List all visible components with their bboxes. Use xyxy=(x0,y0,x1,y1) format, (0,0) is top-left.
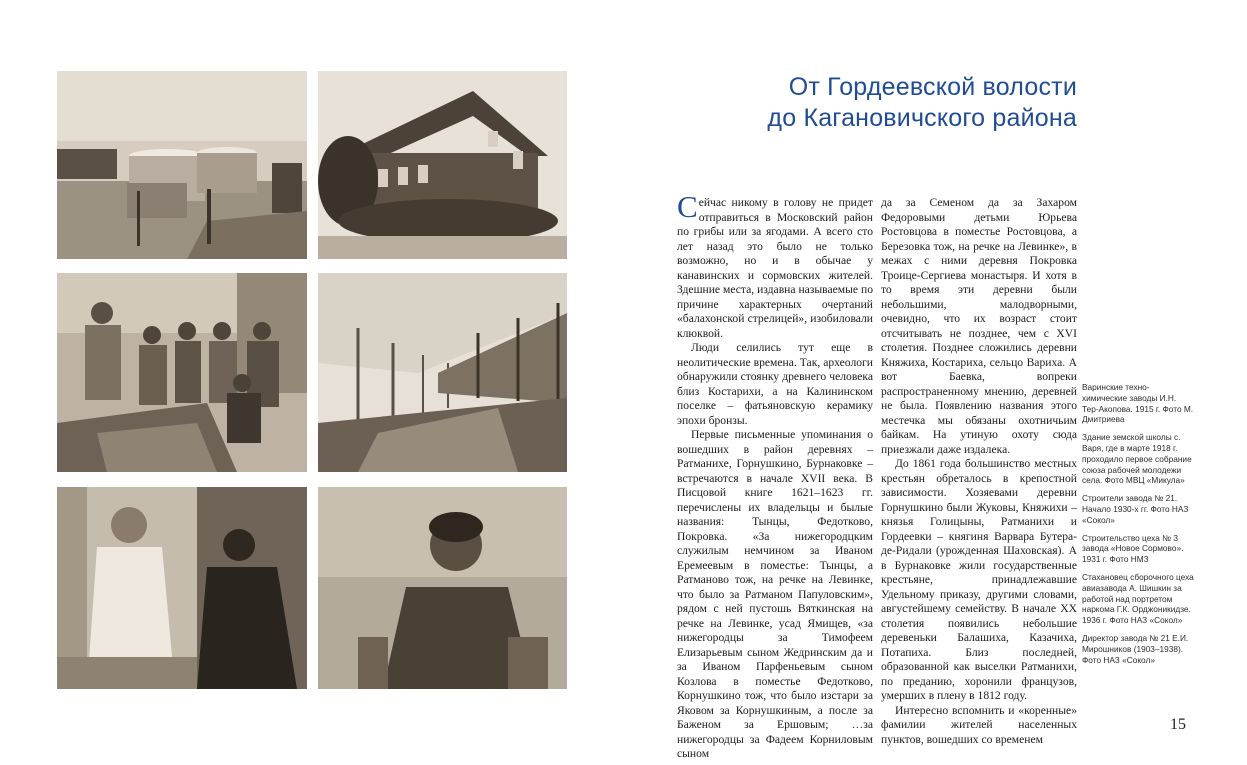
caption-stakhanovite-artist: Стахановец сборочного цеха авиазавода А. Шишкин за работой над портретом наркома Г.К. Орджоникидзе. 1936 г. Фото НАЗ «Сокол» xyxy=(1082,571,1194,626)
photo-chemical-works xyxy=(57,71,307,259)
article-title xyxy=(657,72,1077,134)
photo-director-miroshnikov xyxy=(318,487,567,689)
photo-zemstvo-school xyxy=(318,71,567,259)
photo-stakhanovite-artist xyxy=(57,487,307,689)
photo-factory-builders xyxy=(57,273,307,472)
caption-workshop-construction: Строительство цеха № 3 завода «Новое Сормово». 1931 г. Фото НМЗ xyxy=(1082,532,1184,565)
paragraph-intro xyxy=(677,189,873,341)
caption-director: Директор завода № 21 Е.И. Мирошников (1903–1938). Фото НАЗ «Сокол» xyxy=(1082,632,1189,665)
drop-cap: С xyxy=(677,189,698,224)
paragraph-text: ейчас никому в голову не придет отправиться в Московский район по грибы или за ягодами. А всего сто лет назад это было не только возможно, но и в обычае у канавинских и сормовских жителей. Здешние места, издавна называемые по причине характерных очертаний «балахонской стрелицей», изобиловали клюквой. xyxy=(677,196,873,340)
caption-factory-builders: Строители завода № 21. Начало 1930-х гг. Фото НАЗ «Сокол» xyxy=(1082,493,1189,525)
page-number: 15 xyxy=(1170,716,1186,733)
photo-workshop-construction xyxy=(318,273,567,472)
paragraph: да за Семеном да за Захаром Федоровыми детьми Юрьева Ростовцова в поместье Ростовцова, а Березовка тож, на речке на Левинке», в межах с ними деревня Покровка Троице-Сергиева монастыря. И хотя в то время эти деревни были небольшими, малодворными, очевидно, что их возраст стоит отсчитывать не позднее, чем с XVI столетия. Позднее сложились деревни Княжиха, Костариха, сельцо Вариха. А вот Баевка, вопреки распространенному мнению, деревней не была. Появлению названия этого местечка мы обязаны охотничьим байкам. На утиную охоту сюда приезжали даже издалека. xyxy=(881,196,1077,456)
article-title-line2: до Кагановичского района xyxy=(767,104,1077,132)
caption-chemical-works: Варинские техно-химические заводы И.Н. Тер-Акопова. 1915 г. Фото М. Дмитриева xyxy=(1082,382,1194,425)
article-title-line1: От Гордеевской волости xyxy=(788,73,1077,101)
paragraph: Интересно вспомнить и «коренные» фамилии жителей населенных пунктов, вошедших со временем xyxy=(881,703,1077,746)
photo-captions xyxy=(1082,382,1194,672)
paragraph: Люди селились тут еще в неолитические времена. Так, археологи обнаружили стоянку древнего человека близ Костарихи, а на Калининском поселке – фатьяновскую керамику эпохи бронзы. xyxy=(677,341,873,427)
caption-zemstvo-school: Здание земской школы с. Варя, где в марте 1918 г. проходило первое собрание союза рабочей молодежи села. Фото МВЦ «Микула» xyxy=(1082,432,1192,486)
text-column-left xyxy=(677,189,873,762)
paragraph: До 1861 года большинство местных крестьян обреталось в крепостной зависимости. Хозяевами деревни Горнушкино были Жуковы, Княжихи – князья Голицыны, Ратманихи и Гордеевки – княгиня Варвара Бутера-де-Ридали (урожденная Шаховская). А в Бурнаковке жили государственные крестьяне, принадлежавшие Удельному приказу, другими словами, августейшему семейству. В начале XX столетия появились небольшие деревеньки Балашиха, Казачиха, Потапиха. Близ последней, образованной как выселки Ратманихи, по преданию, хоронили французов, умерших в плену в 1812 году. xyxy=(881,457,1077,702)
text-column-right xyxy=(881,196,1077,747)
paragraph: Первые письменные упоминания о вошедших в район деревнях – Ратманихе, Горнушкино, Бурнаковке – встречаются в начале XVII века. В Писцовой книге 1621–1623 гг. перечислены их владельцы и былые названия: Тынцы, Федотково, Покровка. «За нижегородцким служилым немчином за Иваном Еремеевым в поместье: Тынцы, а Ратманово тож, на речке на Левинке, что было за Ратманом Папуловским», рядом с ней пустошь Вяткинская на речке на Левинке, усад Ямищев, «за нижегородцы за Тимофеем Елизарьевым сыном Жедринским да и за Иваном Парфеньевым сыном Козлова в поместье Федотково, Корнушкино тож, что было изстари за Яковом за Корнушкиным, а после за Баженом за Ершовым; …за нижегородцы за Фадеем Корниловым сыном xyxy=(677,428,873,760)
